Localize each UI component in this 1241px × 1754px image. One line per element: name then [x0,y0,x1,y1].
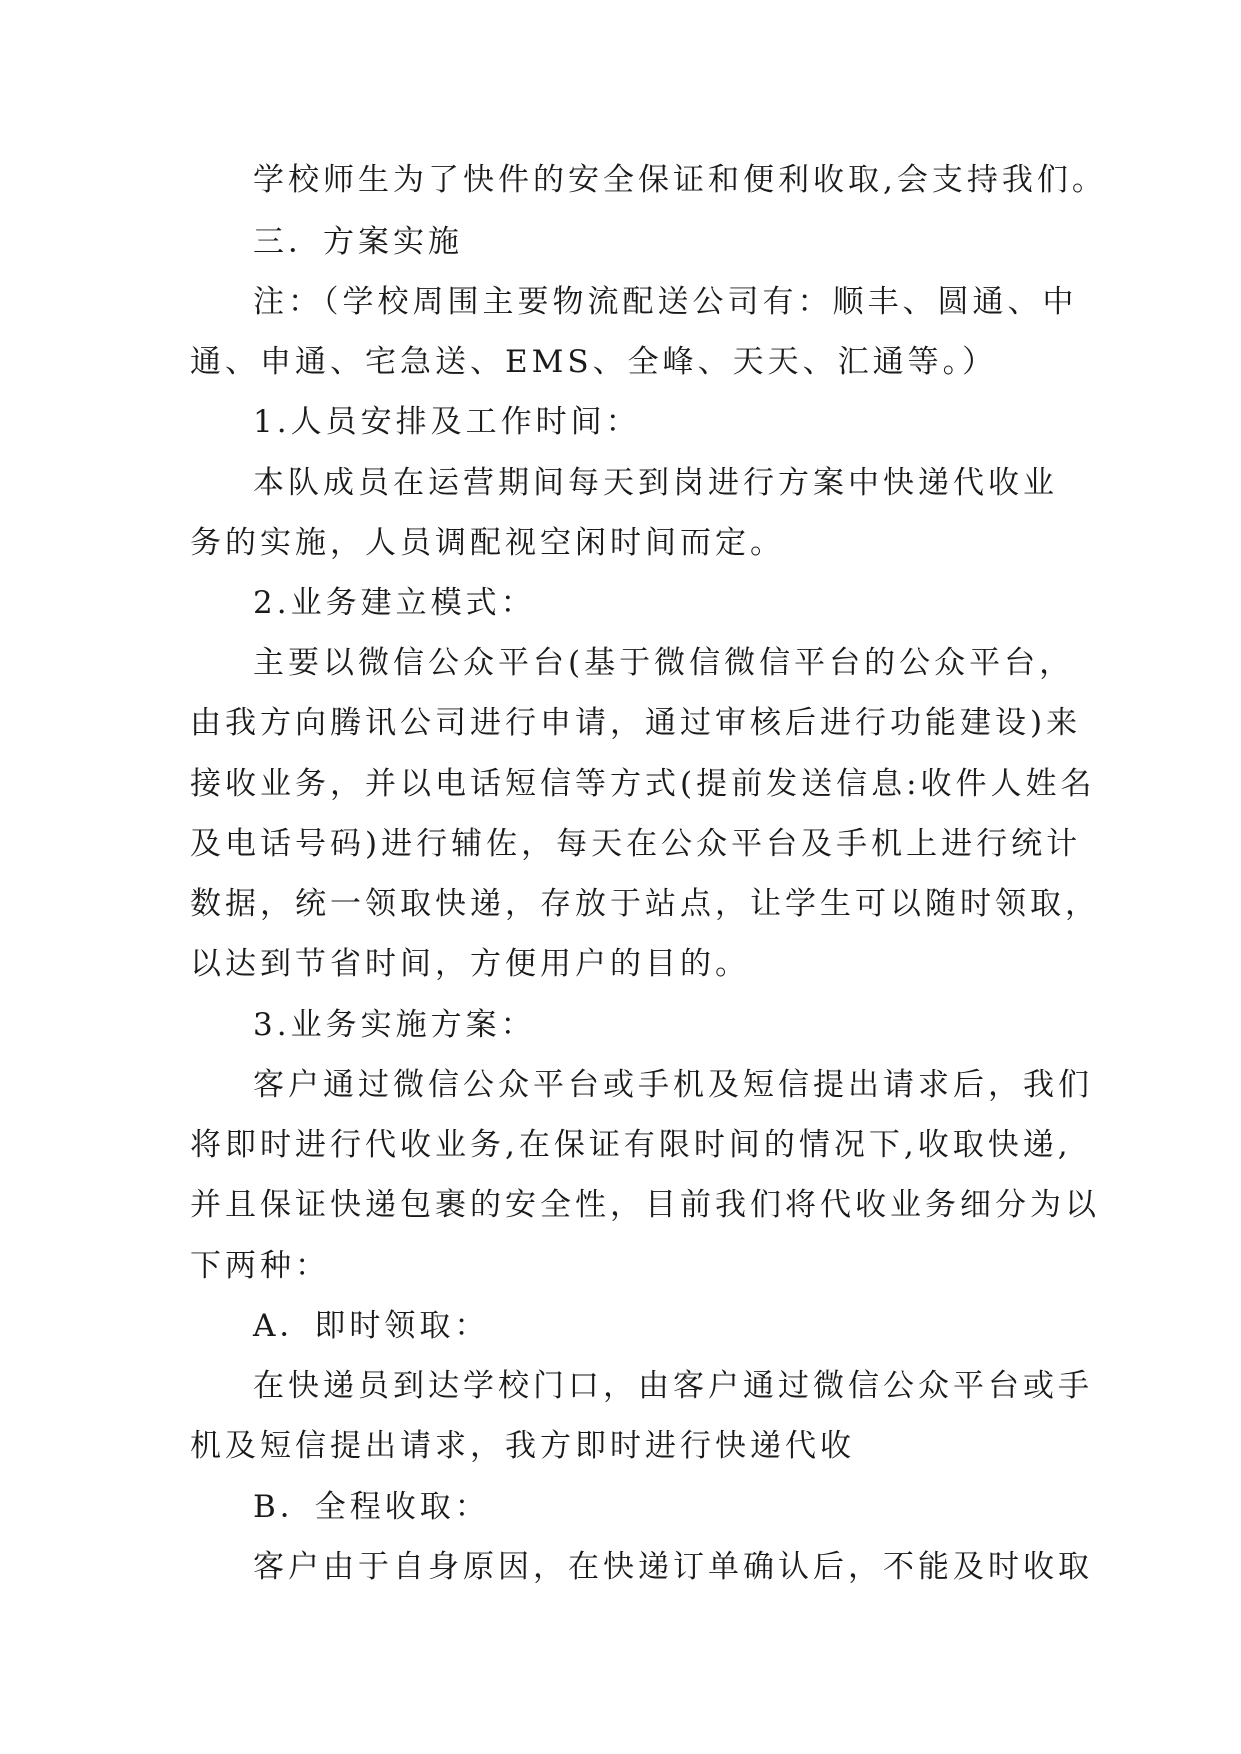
subsection-heading: A．即时领取： [253,1308,490,1344]
subsection-heading: B．全程收取： [253,1489,490,1525]
paragraph-line: 由我方向腾讯公司进行申请，通过审核后进行功能建设)来 [190,705,1082,741]
paragraph-line: 学校师生为了快件的安全保证和便利收取,会支持我们。 [253,162,1107,198]
paragraph-line: 注：（学校周围主要物流配送公司有：顺丰、圆通、中 [253,284,1078,320]
paragraph-line: 客户通过微信公众平台或手机及短信提出请求后，我们 [253,1067,1093,1103]
section-heading: 三．方案实施 [253,224,463,260]
paragraph-line: 并且保证快递包裹的安全性，目前我们将代收业务细分为以 [190,1187,1100,1223]
subsection-heading: 3.业务实施方案： [253,1007,536,1043]
paragraph-line: 下两种： [190,1248,330,1284]
paragraph-line: 务的实施，人员调配视空闲时间而定。 [190,525,785,561]
paragraph-line: 以达到节省时间，方便用户的目的。 [190,946,750,982]
paragraph-line: 客户由于自身原因，在快递订单确认后，不能及时收取 [253,1549,1093,1585]
paragraph-line: 将即时进行代收业务,在保证有限时间的情况下,收取快递, [190,1127,1072,1163]
paragraph-line: 数据，统一领取快递，存放于站点，让学生可以随时领取， [190,886,1100,922]
paragraph-line: 本队成员在运营期间每天到岗进行方案中快递代收业 [253,465,1058,501]
subsection-heading: 2.业务建立模式： [253,585,536,621]
paragraph-line: 机及短信提出请求，我方即时进行快递代收 [190,1428,855,1464]
paragraph-line: 通、申通、宅急送、EMS、全峰、天天、汇通等。） [190,344,998,380]
paragraph-line: 及电话号码)进行辅佐，每天在公众平台及手机上进行统计 [190,826,1082,862]
paragraph-line: 主要以微信公众平台(基于微信微信平台的公众平台， [253,645,1075,681]
paragraph-line: 在快递员到达学校门口，由客户通过微信公众平台或手 [253,1368,1093,1404]
paragraph-line: 接收业务，并以电话短信等方式(提前发送信息:收件人姓名 [190,766,1096,802]
subsection-heading: 1.人员安排及工作时间： [253,404,641,440]
